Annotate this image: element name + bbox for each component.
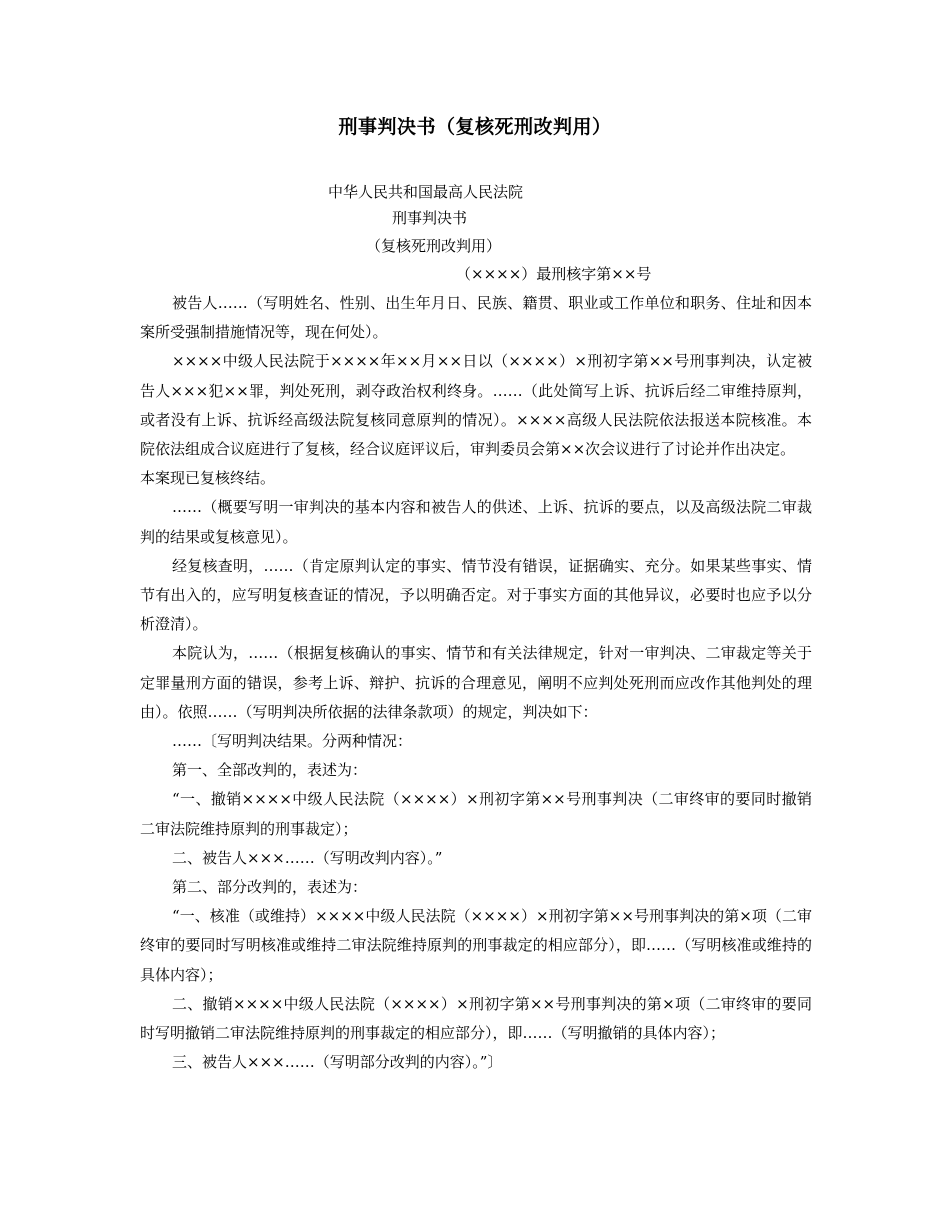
- paragraph-partial-change-item-1: “一、核准（或维持）××××中级人民法院（××××）×刑初字第××号刑事判决的第×项（二审终审的要同时写明核准或维持二审法院维持原判的刑事裁定的相应部分），即……（写明核准或维持的具体内容）；: [140, 907, 812, 984]
- document-subtitle: （复核死刑改判用）: [366, 237, 502, 255]
- court-name: 中华人民共和国最高人民法院: [328, 183, 524, 201]
- paragraph-defendant: 被告人……（写明姓名、性别、出生年月日、民族、籍贯、职业或工作单位和职务、住址和因本案所受强制措施情况等，现在何处）。: [140, 294, 812, 342]
- document-body: [140, 289, 812, 1077]
- document-title: 刑事判决书（复核死刑改判用）: [338, 116, 612, 138]
- paragraph-partial-change-item-3: 三、被告人×××……（写明部分改判的内容）。”〕: [172, 1053, 503, 1072]
- paragraph-summary: ……（概要写明一审判决的基本内容和被告人的供述、上诉、抗诉的要点，以及高级法院二审裁判的结果或复核意见）。: [140, 498, 812, 546]
- paragraph-court-opinion: 本院认为，……（根据复核确认的事实、情节和有关法律规定，针对一审判决、二审裁定等关于定罪量刑方面的错误，参考上诉、辩护、抗诉的合理意见，阐明不应判处死刑而应改作其他判处的理由）。依照……（写明判决所依据的法律条款项）的规定，判决如下：: [140, 644, 812, 721]
- paragraph-full-change-item-2: 二、被告人×××……（写明改判内容）。”: [172, 848, 443, 867]
- paragraph-review-concluded: 本案现已复核终结。: [140, 469, 276, 488]
- document-type: 刑事判决书: [392, 209, 468, 227]
- paragraph-judgment-intro: ……〔写明判决结果。分两种情况：: [172, 732, 413, 751]
- paragraph-partial-change-heading: 第二、部分改判的，表述为：: [172, 878, 368, 897]
- case-number: （××××）最刑核字第××号: [456, 265, 652, 283]
- paragraph-findings: 经复核查明，……（肯定原判认定的事实、情节没有错误，证据确实、充分。如果某些事实、情节有出入的，应写明复核查证的情况，予以明确否定。对于事实方面的其他异议，必要时也应予以分析澄清）。: [140, 556, 812, 634]
- paragraph-partial-change-item-2: 二、撤销××××中级人民法院（××××）×刑初字第××号刑事判决的第×项（二审终审的要同时写明撤销二审法院维持原判的刑事裁定的相应部分），即……（写明撤销的具体内容）；: [140, 994, 812, 1043]
- paragraph-first-instance: ××××中级人民法院于××××年××月××日以（××××）×刑初字第××号刑事判决，认定被告人×××犯××罪，判处死刑，剥夺政治权利终身。……（此处简写上诉、抗诉后经二审维持原判，或者没有上诉、抗诉经高级法院复核同意原判的情况）。××××高级人民法院依法报送本院核准。本院依法组成合议庭进行了复核，经合议庭评议后，审判委员会第××次会议进行了讨论并作出决定。: [140, 352, 812, 459]
- paragraph-full-change-heading: 第一、全部改判的，表述为：: [172, 761, 368, 780]
- paragraph-full-change-item-1: “一、撤销××××中级人民法院（××××）×刑初字第××号刑事判决（二审终审的要同时撤销二审法院维持原判的刑事裁定）；: [140, 790, 812, 838]
